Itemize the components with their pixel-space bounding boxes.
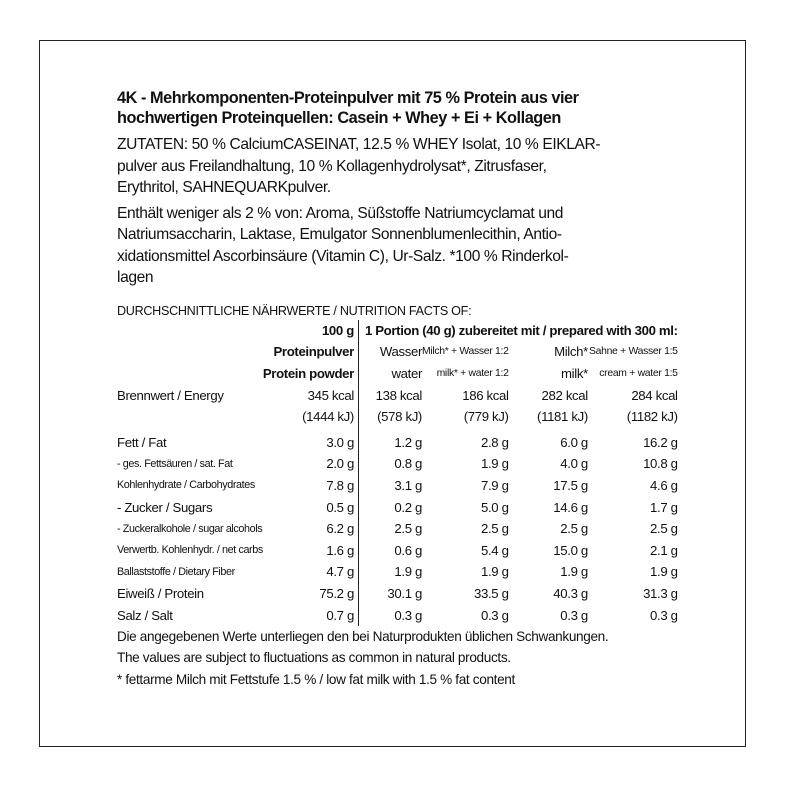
table-row xyxy=(117,496,678,518)
value-cell: 5.4 g xyxy=(480,542,509,558)
value-cell: 1.9 g xyxy=(358,561,422,583)
nutrition-heading: DURCHSCHNITTLICHE NÄHRWERTE / NUTRITION FACTS OF: xyxy=(117,303,472,318)
value-cell: 6.0 g xyxy=(560,434,588,450)
value-cell: 75.2 g xyxy=(319,585,354,601)
prep-milk-water-de: Milch* + Wasser 1:2 xyxy=(421,346,509,358)
energy-kcal-row xyxy=(117,384,678,406)
energy-kcal-cell: 282 kcal xyxy=(541,387,588,403)
value-cell: 2.5 g xyxy=(358,518,422,540)
table-row xyxy=(117,431,678,453)
prep-water-en: water xyxy=(358,363,422,385)
table-row xyxy=(117,453,678,475)
value-cell: 1.7 g xyxy=(650,499,678,515)
energy-kj-cell: (1182 kJ) xyxy=(626,409,678,425)
energy-kcal-cell: 186 kcal xyxy=(462,387,509,403)
value-cell: 6.2 g xyxy=(326,521,354,537)
nutrition-table xyxy=(117,320,678,626)
table-row xyxy=(117,583,678,605)
prep-milk-water-en: milk* + water 1:2 xyxy=(436,367,509,379)
value-cell: 31.3 g xyxy=(643,585,678,601)
value-cell: 1.9 g xyxy=(560,564,588,580)
value-cell: 1.9 g xyxy=(480,564,509,580)
table-row xyxy=(117,475,678,497)
head-powder-en: Protein powder xyxy=(262,365,354,381)
value-cell: 4.7 g xyxy=(326,564,354,580)
row-label: - ges. Fettsäuren / sat. Fat xyxy=(117,457,233,470)
ingredients-line: Erythritol, SAHNEQUARKpulver. xyxy=(117,179,331,196)
energy-kj-cell: (1181 kJ) xyxy=(537,409,588,425)
table-row xyxy=(117,561,678,583)
value-cell: 2.0 g xyxy=(326,456,354,472)
head-portion: 1 Portion (40 g) zubereitet mit / prepared with 300 ml: xyxy=(358,320,677,342)
value-cell: 2.8 g xyxy=(480,434,509,450)
header-row xyxy=(117,320,678,342)
row-label: Ballaststoffe / Dietary Fiber xyxy=(117,565,235,578)
value-cell: 30.1 g xyxy=(358,583,422,605)
energy-label: Brennwert / Energy xyxy=(117,387,224,403)
row-label: Salz / Salt xyxy=(117,607,173,623)
value-cell: 2.5 g xyxy=(560,521,588,537)
row-label: Eiweiß / Protein xyxy=(117,585,204,601)
value-cell: 33.5 g xyxy=(474,585,509,601)
energy-kcal-cell: 345 kcal xyxy=(307,387,354,403)
energy-kj-row xyxy=(117,406,678,428)
value-cell: 14.6 g xyxy=(553,499,588,515)
row-label: Fett / Fat xyxy=(117,434,167,450)
ingredients-line: pulver aus Freilandhaltung, 10 % Kollagenhydrolysat*, Zitrusfaser, xyxy=(117,157,547,175)
head-powder-de: Proteinpulver xyxy=(273,344,354,360)
value-cell: 1.2 g xyxy=(358,431,422,453)
footnote-line: * fettarme Milch mit Fettstufe 1.5 % / low fat milk with 1.5 % fat content xyxy=(117,671,515,687)
table-row xyxy=(117,518,678,540)
prep-milk-en: milk* xyxy=(561,365,588,381)
row-label: - Zucker / Sugars xyxy=(117,499,213,515)
value-cell: 1.6 g xyxy=(326,542,354,558)
footnote-line: Die angegebenen Werte unterliegen den bei Naturprodukten üblichen Schwankungen. xyxy=(117,628,609,644)
value-cell: 1.9 g xyxy=(650,564,678,580)
contains-line: xidationsmittel Ascorbinsäure (Vitamin C), Ur-Salz. *100 % Rinderkol- xyxy=(117,247,569,265)
energy-kj-cell: (1444 kJ) xyxy=(302,409,354,425)
table-row xyxy=(117,539,678,561)
value-cell: 0.8 g xyxy=(358,453,422,475)
row-label: Verwertb. Kohlenhydr. / net carbs xyxy=(117,544,263,557)
prep-water-de: Wasser xyxy=(358,341,422,363)
contains-line: Enthält weniger als 2 % von: Aroma, Süßstoffe Natriumcyclamat und xyxy=(117,204,564,222)
value-cell: 2.5 g xyxy=(650,521,678,537)
value-cell: 10.8 g xyxy=(643,456,678,472)
value-cell: 2.5 g xyxy=(480,521,509,537)
energy-kcal-cell: 138 kcal xyxy=(358,384,422,406)
prep-cream-water-de: Sahne + Wasser 1:5 xyxy=(588,346,678,358)
value-cell: 15.0 g xyxy=(553,542,588,558)
energy-kcal-cell: 284 kcal xyxy=(631,387,678,403)
table-row xyxy=(117,604,678,626)
head-100g: 100 g xyxy=(321,322,354,338)
energy-kj-cell: (578 kJ) xyxy=(358,406,422,428)
value-cell: 7.9 g xyxy=(480,477,509,493)
product-title xyxy=(117,88,677,128)
value-cell: 7.8 g xyxy=(326,477,354,493)
value-cell: 1.9 g xyxy=(480,456,509,472)
value-cell: 17.5 g xyxy=(553,477,588,493)
value-cell: 4.0 g xyxy=(560,456,588,472)
ingredients-line: ZUTATEN: 50 % CalciumCASEINAT, 12.5 % WHEY Isolat, 10 % EIKLAR- xyxy=(117,136,601,153)
value-cell: 16.2 g xyxy=(643,434,678,450)
value-cell: 0.7 g xyxy=(326,607,354,623)
value-cell: 4.6 g xyxy=(650,477,678,493)
value-cell: 0.6 g xyxy=(358,539,422,561)
value-cell: 2.1 g xyxy=(650,542,678,558)
value-cell: 0.3 g xyxy=(650,607,678,623)
header-row-en xyxy=(117,363,678,385)
prep-milk-de: Milch* xyxy=(554,344,588,360)
header-row-de xyxy=(117,341,678,363)
value-cell: 3.0 g xyxy=(326,434,354,450)
contains-line: Natriumsaccharin, Laktase, Emulgator Sonnenblumenlecithin, Antio- xyxy=(117,226,562,243)
footnote xyxy=(117,626,677,691)
value-cell: 0.5 g xyxy=(326,499,354,515)
row-label: Kohlenhydrate / Carbohydrates xyxy=(117,479,255,492)
value-cell: 3.1 g xyxy=(358,475,422,497)
value-cell: 5.0 g xyxy=(480,499,509,515)
energy-kj-cell: (779 kJ) xyxy=(463,409,509,425)
title-line-2: hochwertigen Proteinquellen: Casein + Whey + Ei + Kollagen xyxy=(117,109,561,127)
value-cell: 0.3 g xyxy=(560,607,588,623)
value-cell: 40.3 g xyxy=(553,585,588,601)
label-content xyxy=(117,88,677,690)
ingredients xyxy=(117,134,677,199)
title-line-1: 4K - Mehrkomponenten-Proteinpulver mit 75 % Protein aus vier xyxy=(117,89,579,107)
prep-cream-water-en: cream + water 1:5 xyxy=(599,367,678,379)
value-cell: 0.3 g xyxy=(358,604,422,626)
contains-line: lagen xyxy=(117,269,154,286)
value-cell: 0.3 g xyxy=(480,607,509,623)
contains-less-than xyxy=(117,203,677,289)
value-cell: 0.2 g xyxy=(358,496,422,518)
footnote-line: The values are subject to fluctuations as common in natural products. xyxy=(117,650,511,666)
row-label: - Zuckeralkohole / sugar alcohols xyxy=(117,522,263,535)
